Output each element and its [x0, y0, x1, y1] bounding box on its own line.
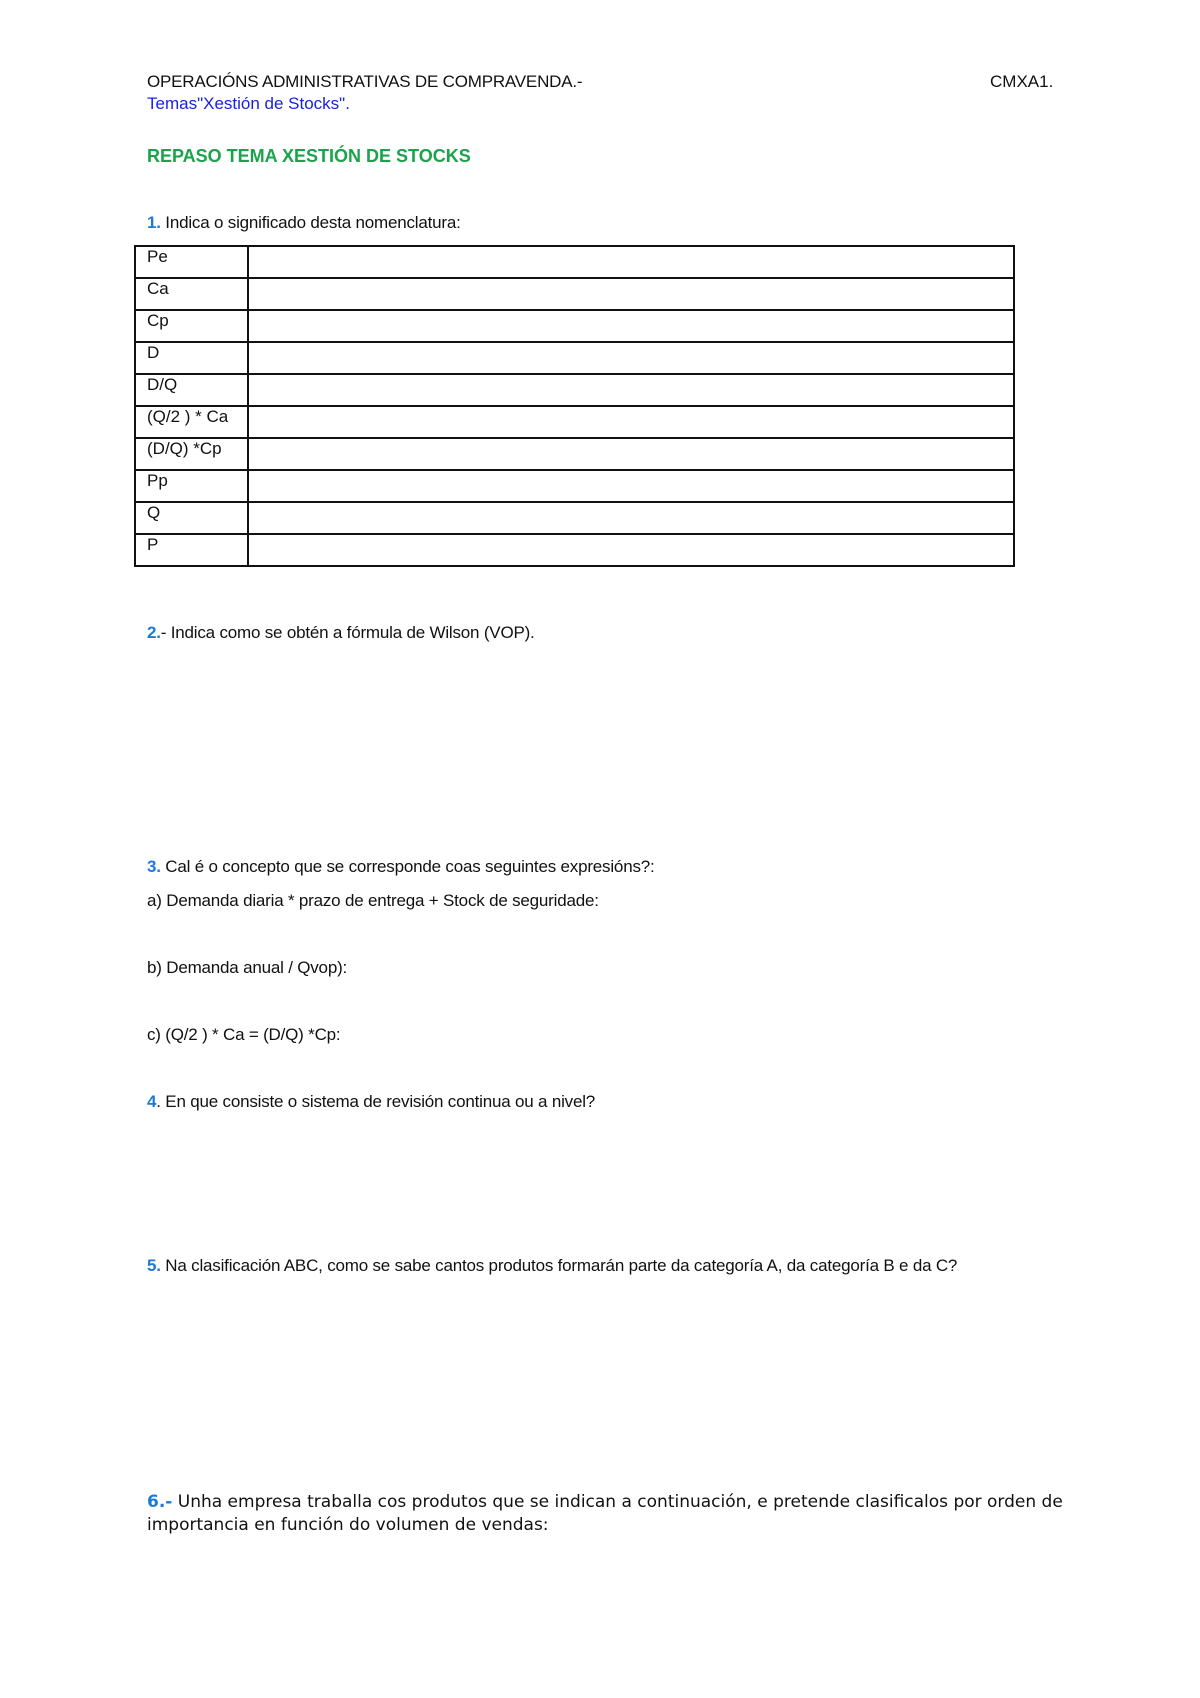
header-topic: Temas"Xestión de Stocks". [147, 94, 350, 113]
question-3-item-a: a) Demanda diaria * prazo de entrega + Stock de seguridade: [147, 891, 599, 910]
question-3-item-b: b) Demanda anual / Qvop): [147, 958, 348, 977]
table-row [135, 534, 1014, 566]
table-row [135, 438, 1014, 470]
question-3-text: Cal é o concepto que se corresponde coas seguintes expresións?: [160, 857, 655, 876]
nomenclature-answer-cell [248, 310, 1014, 342]
question-2-number: 2. [147, 623, 161, 642]
question-1-number: 1. [147, 213, 161, 232]
table-row [135, 502, 1014, 534]
nomenclature-term: Cp [135, 310, 248, 342]
nomenclature-answer-cell [248, 502, 1014, 534]
question-4-text: . En que consiste o sistema de revisión continua ou a nivel? [156, 1092, 596, 1111]
nomenclature-term: Pe [135, 246, 248, 278]
question-3-item-c: c) (Q/2 ) * Ca = (D/Q) *Cp: [147, 1025, 341, 1044]
question-4 [147, 1092, 595, 1112]
question-3 [147, 857, 655, 877]
nomenclature-term: (Q/2 ) * Ca [135, 406, 248, 438]
question-1 [147, 213, 461, 233]
question-5-text: Na clasificación ABC, como se sabe cantos produtos formarán parte da categoría A, da categoría B e da C? [160, 1256, 958, 1275]
table-row [135, 406, 1014, 438]
table-row [135, 470, 1014, 502]
question-2 [147, 623, 535, 643]
nomenclature-answer-cell [248, 406, 1014, 438]
nomenclature-answer-cell [248, 534, 1014, 566]
question-1-text: Indica o significado desta nomenclatura: [160, 213, 461, 232]
nomenclature-term: (D/Q) *Cp [135, 438, 248, 470]
page-title: REPASO TEMA XESTIÓN DE STOCKS [147, 146, 471, 166]
nomenclature-term: P [135, 534, 248, 566]
question-6-number: 6.- [147, 1492, 173, 1512]
table-row [135, 374, 1014, 406]
nomenclature-table [134, 245, 1015, 567]
table-row [135, 246, 1014, 278]
nomenclature-term: Ca [135, 278, 248, 310]
nomenclature-term: D/Q [135, 374, 248, 406]
question-4-number: 4 [147, 1092, 157, 1111]
nomenclature-answer-cell [248, 374, 1014, 406]
table-row [135, 310, 1014, 342]
question-2-text: - Indica como se obtén a fórmula de Wilson (VOP). [160, 623, 535, 642]
nomenclature-term: Pp [135, 470, 248, 502]
table-row [135, 342, 1014, 374]
nomenclature-answer-cell [248, 470, 1014, 502]
nomenclature-answer-cell [248, 438, 1014, 470]
nomenclature-term: Q [135, 502, 248, 534]
question-6-text: Unha empresa traballa cos produtos que se indican a continuación, e pretende clasificalos por orden de importancia en función do volumen de vendas: [147, 1492, 1063, 1535]
question-5-number: 5. [147, 1256, 161, 1275]
question-5 [147, 1256, 957, 1276]
header-course-title: OPERACIÓNS ADMINISTRATIVAS DE COMPRAVENDA.- [147, 72, 583, 91]
nomenclature-term: D [135, 342, 248, 374]
header-course-code: CMXA1. [990, 72, 1054, 91]
table-row [135, 278, 1014, 310]
question-3-number: 3. [147, 857, 161, 876]
nomenclature-answer-cell [248, 342, 1014, 374]
question-6 [147, 1491, 1087, 1537]
nomenclature-answer-cell [248, 246, 1014, 278]
nomenclature-answer-cell [248, 278, 1014, 310]
